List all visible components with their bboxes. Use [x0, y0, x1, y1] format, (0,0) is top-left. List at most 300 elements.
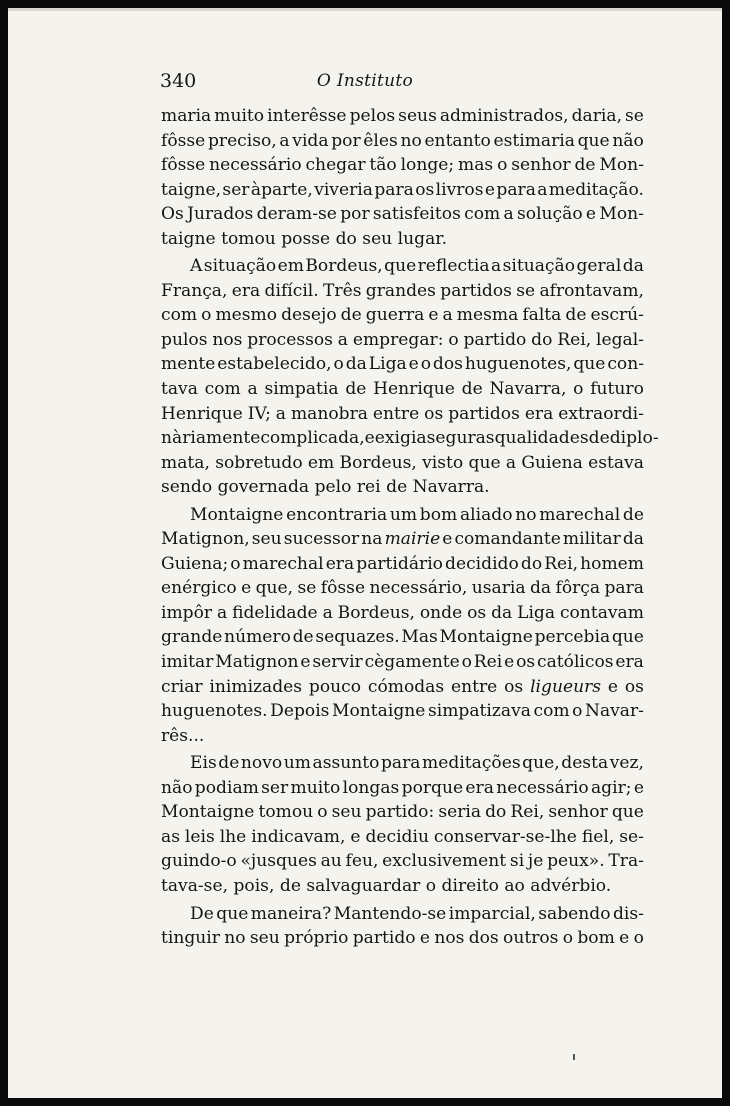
- word: escrú-: [590, 305, 644, 326]
- text-line: [161, 202, 644, 227]
- word: pouco: [308, 676, 362, 697]
- word: meditações: [422, 753, 521, 774]
- word: pelo: [314, 477, 352, 498]
- word: muito: [214, 106, 265, 126]
- word: a: [247, 379, 258, 400]
- word: geral: [576, 256, 622, 277]
- word: manobra: [290, 403, 368, 424]
- word: as: [161, 826, 180, 847]
- word: e: [350, 826, 361, 847]
- word: falta: [522, 305, 562, 326]
- text-line: [161, 751, 644, 776]
- word: partido: [463, 329, 527, 350]
- word: que: [611, 802, 644, 823]
- word: ser: [222, 179, 250, 200]
- word: a: [503, 204, 514, 225]
- word: homem: [580, 553, 644, 574]
- word: por: [340, 204, 370, 225]
- word: era: [231, 280, 261, 301]
- word: e: [607, 676, 618, 697]
- word: mesmo: [215, 305, 278, 326]
- word: legal-: [595, 329, 644, 350]
- word: daria,: [571, 106, 623, 126]
- word: Bordeus,: [339, 452, 417, 473]
- word: futuro: [590, 379, 644, 400]
- text-line: [161, 503, 644, 528]
- word: A: [190, 256, 203, 277]
- scan-speck: [573, 1054, 575, 1060]
- word: Bordeus,: [337, 602, 415, 623]
- word: imparcial,: [448, 903, 536, 924]
- word: Bordeus,: [305, 256, 383, 277]
- text-line: [161, 352, 644, 377]
- word: dis-: [612, 903, 644, 924]
- word: Mantendo-se: [333, 903, 447, 924]
- word: nos: [434, 928, 465, 949]
- word: na: [361, 529, 383, 550]
- word: em: [307, 452, 335, 473]
- text-line: [161, 129, 644, 154]
- word: não: [612, 130, 644, 151]
- word: porque: [401, 777, 464, 798]
- word: au: [320, 851, 342, 872]
- word: «jusques: [240, 851, 317, 872]
- word: dos: [468, 928, 499, 949]
- word: Matignon,: [161, 529, 250, 550]
- word: o: [562, 928, 574, 949]
- word: processos: [247, 329, 333, 350]
- word: era: [615, 652, 644, 673]
- word: reflectia: [417, 256, 490, 277]
- word: Montaigne: [190, 504, 284, 525]
- word: conservar-se-lhe: [433, 826, 577, 847]
- word: direito: [441, 875, 499, 896]
- word: e: [504, 652, 515, 673]
- word: Tra-: [608, 851, 644, 872]
- text-line: [161, 926, 644, 951]
- word: exigia: [374, 428, 427, 449]
- word: a: [322, 602, 333, 623]
- word: o: [572, 701, 583, 722]
- word: huguenotes,: [464, 354, 572, 375]
- word: chegar: [305, 155, 366, 176]
- word: os: [624, 676, 644, 697]
- word: Guiena: [521, 452, 583, 473]
- word: um: [389, 504, 418, 525]
- word: seguras: [426, 428, 495, 449]
- word: o: [497, 155, 508, 176]
- word: meditação.: [548, 179, 644, 200]
- word: partidário: [356, 553, 443, 574]
- word: o: [573, 379, 584, 400]
- word: para: [374, 179, 414, 200]
- word: militar: [562, 529, 621, 550]
- word: entre: [451, 676, 498, 697]
- word: necessário: [209, 155, 302, 176]
- word: Rei,: [510, 802, 545, 823]
- word: afrontavam,: [539, 280, 644, 301]
- word: tava-se,: [161, 875, 229, 896]
- word: França,: [161, 280, 228, 301]
- word: a: [505, 452, 517, 473]
- word: huguenotes.: [161, 701, 268, 722]
- word: administrados,: [439, 106, 569, 126]
- word: àparte,: [250, 179, 313, 200]
- word: e: [408, 354, 419, 375]
- word: era: [524, 403, 554, 424]
- word: partidos: [448, 403, 520, 424]
- word: o: [317, 802, 328, 823]
- paragraph: [161, 503, 644, 748]
- word: fôsse: [320, 578, 366, 599]
- word: seu: [251, 529, 282, 550]
- word: da: [529, 578, 552, 599]
- text-line: [161, 527, 644, 552]
- word: entanto: [424, 130, 491, 151]
- word: Montaigne: [332, 701, 426, 722]
- word: contavam: [559, 602, 644, 623]
- word: mente: [161, 354, 216, 375]
- word: con-: [607, 354, 644, 375]
- text-line: [161, 576, 644, 601]
- word: Os: [161, 204, 184, 225]
- word: Mon-: [599, 155, 644, 176]
- word: fôsse: [161, 130, 206, 151]
- word: cómodas: [367, 676, 445, 697]
- word: da: [622, 256, 644, 277]
- body-text: [161, 104, 659, 951]
- word: o: [201, 305, 212, 326]
- word: e: [300, 652, 311, 673]
- word: lugar.: [397, 228, 448, 249]
- word: próprio: [284, 928, 349, 949]
- word: aliado: [459, 504, 513, 525]
- word: Guiena;: [161, 553, 229, 574]
- word: fidelidade: [232, 602, 318, 623]
- word: necessário,: [369, 578, 468, 599]
- word: Eis: [190, 753, 217, 774]
- word: de: [340, 305, 362, 326]
- word: e: [364, 428, 375, 449]
- word: agir;: [590, 777, 632, 798]
- word: um: [283, 753, 311, 774]
- word: assunto: [312, 753, 380, 774]
- word: tão: [369, 155, 397, 176]
- word: situação: [203, 256, 277, 277]
- word: podiam: [194, 777, 259, 798]
- word: visto: [422, 452, 464, 473]
- text-line: [161, 724, 644, 749]
- word: dos: [432, 354, 463, 375]
- word: Navar-: [585, 701, 644, 722]
- text-line: [161, 104, 644, 129]
- word: cègamente: [364, 652, 460, 673]
- word: com: [161, 305, 198, 326]
- word: sequazes.: [315, 627, 400, 648]
- text-line: [161, 800, 644, 825]
- word: extraordi-: [558, 403, 644, 424]
- word: Jurados: [187, 204, 254, 225]
- text-line: [161, 426, 659, 451]
- word: de: [292, 627, 314, 648]
- word: vez,: [609, 753, 644, 774]
- word: IV;: [247, 403, 271, 424]
- word: sendo: [161, 477, 213, 498]
- text-line: [161, 254, 644, 279]
- word: se: [297, 578, 317, 599]
- word: nàriamente: [161, 428, 261, 449]
- word: seria: [438, 802, 482, 823]
- word: pulos: [161, 329, 208, 350]
- word: que: [573, 354, 606, 375]
- text-line: [161, 303, 644, 328]
- word: Três: [323, 280, 362, 301]
- word: da: [622, 529, 644, 550]
- word: Henrique: [161, 403, 243, 424]
- word: no: [515, 504, 537, 525]
- paragraph: [161, 254, 659, 499]
- word: estimaria: [493, 130, 575, 151]
- word: muito: [290, 777, 341, 798]
- word: taigne: [161, 228, 216, 249]
- word: vida: [292, 130, 329, 151]
- text-line: [161, 153, 644, 178]
- word: partido:: [365, 802, 435, 823]
- word: Depois: [270, 701, 330, 722]
- text-line: [161, 902, 644, 927]
- word: e: [585, 204, 597, 225]
- word: viveria: [314, 179, 373, 200]
- word: Rei,: [557, 329, 592, 350]
- text-line: [161, 625, 644, 650]
- word: lhe: [219, 826, 247, 847]
- word: guerra: [365, 305, 425, 326]
- word: ao: [504, 875, 525, 896]
- word: indicavam,: [251, 826, 346, 847]
- word: onde: [419, 602, 463, 623]
- word: qualidades: [494, 428, 589, 449]
- word: Rei: [473, 652, 503, 673]
- word: para: [604, 578, 644, 599]
- word: nos: [212, 329, 243, 350]
- word: criar: [161, 676, 203, 697]
- word: guindo-o: [161, 851, 237, 872]
- word: no: [400, 130, 422, 151]
- word: para: [496, 179, 536, 200]
- text-line: [161, 279, 644, 304]
- word: longe;: [400, 155, 455, 176]
- word: tinguir: [161, 928, 220, 949]
- word: comandante: [454, 529, 561, 550]
- text-line: [161, 178, 644, 203]
- word: e: [484, 179, 496, 200]
- word: outros: [503, 928, 559, 949]
- text-line: [161, 451, 644, 476]
- paragraph: [161, 751, 644, 898]
- word: imitar: [161, 652, 214, 673]
- word: Liga: [368, 354, 407, 375]
- text-line: [161, 377, 644, 402]
- word: maneira?: [250, 903, 332, 924]
- word: a: [537, 179, 548, 200]
- word: a: [442, 305, 453, 326]
- word: je: [527, 851, 544, 872]
- word: servir: [312, 652, 363, 673]
- word: taigne,: [161, 179, 222, 200]
- word: a: [275, 403, 286, 424]
- word: que,: [522, 753, 560, 774]
- word: da: [345, 354, 367, 375]
- word: feu,: [345, 851, 379, 872]
- word: tomou: [221, 228, 276, 249]
- word: Henrique: [373, 379, 455, 400]
- word: simpatizava: [427, 701, 531, 722]
- word: Mas: [401, 627, 438, 648]
- word: que: [468, 452, 501, 473]
- word: de: [574, 155, 596, 176]
- word: se: [516, 280, 536, 301]
- word: e: [428, 305, 439, 326]
- word: leis: [184, 826, 215, 847]
- word: fôsse: [161, 155, 206, 176]
- word: a: [337, 329, 348, 350]
- word: bom: [577, 928, 615, 949]
- word: o: [448, 329, 459, 350]
- word: rei: [356, 477, 381, 498]
- word: Mon-: [599, 204, 644, 225]
- word: tava: [161, 379, 198, 400]
- text-line: [161, 650, 644, 675]
- word: seu: [249, 928, 280, 949]
- word: os: [516, 652, 536, 673]
- word: maria: [161, 106, 212, 126]
- word: mata,: [161, 452, 210, 473]
- word: ligueurs: [530, 676, 602, 697]
- word: os: [424, 403, 444, 424]
- word: estava: [588, 452, 644, 473]
- word: que: [216, 903, 249, 924]
- word: exclusivement: [382, 851, 507, 872]
- word: necessário: [496, 777, 589, 798]
- word: rês...: [161, 725, 205, 746]
- page-number: 340: [160, 70, 197, 92]
- word: pelos: [349, 106, 396, 126]
- word: por: [331, 130, 361, 151]
- word: do: [531, 329, 553, 350]
- word: sabendo: [538, 903, 611, 924]
- text-line: [161, 699, 644, 724]
- word: peux».: [547, 851, 605, 872]
- word: pois,: [233, 875, 275, 896]
- word: entre: [372, 403, 420, 424]
- word: marechal: [242, 553, 324, 574]
- word: os: [467, 602, 487, 623]
- word: de: [218, 753, 240, 774]
- word: o: [425, 875, 437, 896]
- word: se-: [619, 826, 644, 847]
- word: deram-se: [256, 204, 337, 225]
- word: estabelecido,: [217, 354, 332, 375]
- word: de: [386, 477, 408, 498]
- scan-edge: [8, 8, 722, 11]
- word: do: [485, 802, 507, 823]
- word: o: [633, 928, 644, 949]
- word: a: [279, 130, 290, 151]
- word: católicos: [537, 652, 614, 673]
- word: seu: [362, 228, 393, 249]
- word: de: [565, 305, 587, 326]
- word: Liga: [517, 602, 556, 623]
- word: para: [380, 753, 421, 774]
- word: com: [533, 701, 570, 722]
- word: solução: [517, 204, 583, 225]
- word: e: [241, 578, 252, 599]
- word: difícil.: [264, 280, 319, 301]
- word: Montaigne: [439, 627, 533, 648]
- text-line: [161, 552, 644, 577]
- word: enérgico: [161, 578, 237, 599]
- word: do: [335, 228, 357, 249]
- word: impôr: [161, 602, 213, 623]
- word: ser: [261, 777, 289, 798]
- word: partido: [352, 928, 416, 949]
- text-line: [161, 849, 644, 874]
- word: simpatia: [264, 379, 339, 400]
- word: em: [277, 256, 304, 277]
- text-line: [161, 402, 644, 427]
- word: a: [216, 602, 228, 623]
- word: diplo-: [609, 428, 659, 449]
- word: desejo: [281, 305, 337, 326]
- word: era: [465, 777, 494, 798]
- word: marechal: [539, 504, 621, 525]
- word: bom: [419, 504, 458, 525]
- word: seu: [331, 802, 362, 823]
- word: senhor: [511, 155, 571, 176]
- word: inimizades: [209, 676, 303, 697]
- word: o: [420, 354, 431, 375]
- word: percebia: [534, 627, 611, 648]
- word: longas: [342, 777, 400, 798]
- word: fiel,: [581, 826, 615, 847]
- word: Rei,: [544, 553, 579, 574]
- word: posse: [281, 228, 331, 249]
- word: decidiu: [365, 826, 429, 847]
- word: Navarra,: [489, 379, 567, 400]
- word: situação: [502, 256, 575, 277]
- word: e: [633, 777, 644, 798]
- word: era: [325, 553, 355, 574]
- word: os: [504, 676, 524, 697]
- word: si: [509, 851, 525, 872]
- text-line: [161, 601, 644, 626]
- text-line: [161, 227, 644, 252]
- word: de: [279, 875, 301, 896]
- word: governada: [217, 477, 310, 498]
- word: seus: [398, 106, 437, 126]
- word: encontraria: [286, 504, 388, 525]
- word: empregar:: [352, 329, 444, 350]
- word: de: [461, 379, 483, 400]
- word: partidos: [440, 280, 512, 301]
- word: satisfeitos: [372, 204, 461, 225]
- text-line: [161, 475, 644, 500]
- word: mas: [458, 155, 494, 176]
- text-line: [161, 874, 644, 899]
- word: que,: [255, 578, 294, 599]
- word: número: [224, 627, 291, 648]
- word: da: [491, 602, 513, 623]
